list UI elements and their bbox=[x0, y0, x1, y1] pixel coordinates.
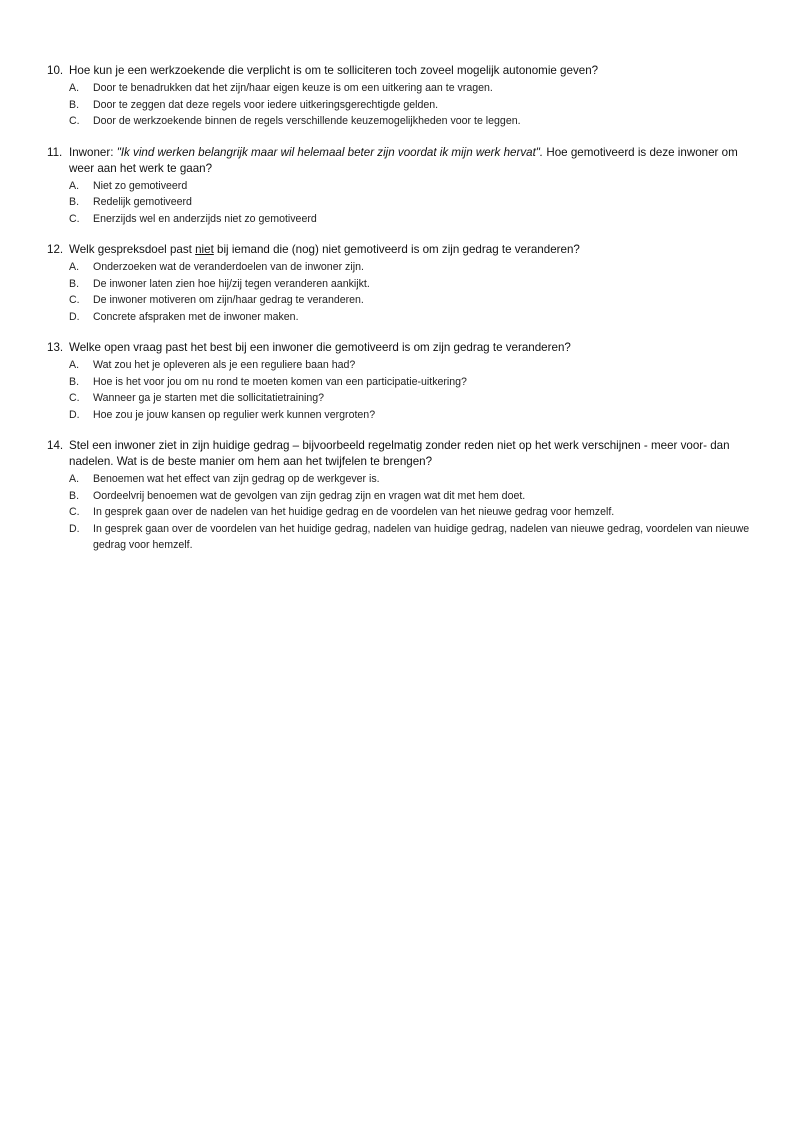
option-text: In gesprek gaan over de nadelen van het huidige gedrag en de voordelen van het nieuwe gedrag voor hemzelf. bbox=[93, 506, 615, 518]
option-text: Hoe zou je jouw kansen op regulier werk kunnen vergroten? bbox=[93, 408, 376, 421]
question-number: 10. bbox=[47, 64, 64, 77]
answer-options bbox=[69, 80, 759, 130]
option-letter: A. bbox=[69, 473, 80, 485]
answer-option-a bbox=[69, 471, 759, 488]
answer-options bbox=[69, 259, 759, 325]
question-text-part: Welke open vraag past het best bij een inwoner die gemotiveerd is om zijn gedrag te veranderen? bbox=[69, 341, 571, 354]
question-list bbox=[47, 63, 759, 569]
answer-option-d bbox=[69, 521, 759, 554]
question-stem bbox=[47, 63, 759, 79]
answer-options bbox=[69, 178, 759, 228]
option-letter: D. bbox=[69, 310, 80, 323]
option-text: De inwoner motiveren om zijn/haar gedrag te veranderen. bbox=[93, 294, 364, 306]
quote-text: "Ik vind werken belangrijk maar wil helemaal beter zijn voordat ik mijn werk hervat". bbox=[116, 145, 544, 159]
option-text: De inwoner laten zien hoe hij/zij tegen veranderen aankijkt. bbox=[93, 277, 370, 290]
option-letter: B. bbox=[69, 375, 80, 388]
option-letter: C. bbox=[69, 212, 80, 225]
option-letter: A. bbox=[69, 359, 80, 371]
question-12 bbox=[47, 242, 759, 325]
question-number: 14. bbox=[47, 439, 64, 452]
option-text: Wanneer ga je starten met die sollicitatietraining? bbox=[93, 392, 325, 404]
question-text-part: Hoe gemotiveerd is deze inwoner om weer aan het werk te gaan? bbox=[69, 145, 738, 175]
answer-option-b bbox=[69, 488, 759, 505]
answer-option-b bbox=[69, 276, 759, 293]
option-letter: A. bbox=[69, 261, 80, 273]
option-text: Enerzijds wel en anderzijds niet zo gemotiveerd bbox=[93, 212, 317, 225]
option-text: Oordeelvrij benoemen wat de gevolgen van zijn gedrag zijn en vragen wat dit met hem doet. bbox=[93, 489, 526, 502]
answer-option-d bbox=[69, 309, 759, 326]
option-text: Redelijk gemotiveerd bbox=[93, 196, 192, 208]
question-14 bbox=[47, 438, 759, 554]
question-stem bbox=[47, 438, 759, 470]
question-11 bbox=[47, 145, 759, 228]
question-text-part: Welk gespreksdoel past bbox=[69, 243, 196, 256]
question-10 bbox=[47, 63, 759, 130]
option-text: Door te zeggen dat deze regels voor iedere uitkeringsgerechtigde gelden. bbox=[93, 98, 439, 111]
question-number: 13. bbox=[47, 341, 64, 354]
answer-option-b bbox=[69, 97, 759, 114]
question-stem bbox=[47, 242, 759, 258]
question-text bbox=[69, 438, 759, 470]
answer-option-a bbox=[69, 357, 759, 374]
answer-option-b bbox=[69, 194, 759, 211]
option-text: Door te benadrukken dat het zijn/haar eigen keuze is om een uitkering aan te vragen. bbox=[93, 82, 493, 94]
option-text: Onderzoeken wat de veranderdoelen van de inwoner zijn. bbox=[93, 261, 364, 273]
option-letter: B. bbox=[69, 98, 80, 111]
option-letter: D. bbox=[69, 408, 80, 421]
answer-option-c bbox=[69, 211, 759, 228]
option-text: Benoemen wat het effect van zijn gedrag op de werkgever is. bbox=[93, 473, 380, 485]
answer-option-a bbox=[69, 178, 759, 195]
option-text: Door de werkzoekende binnen de regels verschillende keuzemogelijkheden voor te leggen. bbox=[93, 115, 521, 127]
question-stem bbox=[47, 340, 759, 356]
question-text bbox=[69, 340, 759, 356]
question-text bbox=[69, 63, 759, 79]
option-letter: B. bbox=[69, 196, 80, 208]
option-letter: C. bbox=[69, 294, 80, 306]
question-text bbox=[69, 145, 759, 177]
option-letter: A. bbox=[69, 82, 80, 94]
option-letter: B. bbox=[69, 277, 80, 290]
question-13 bbox=[47, 340, 759, 423]
option-letter: A. bbox=[69, 179, 80, 192]
option-text: Wat zou het je opleveren als je een reguliere baan had? bbox=[93, 359, 356, 371]
option-letter: D. bbox=[69, 522, 80, 535]
question-text-part: Stel een inwoner ziet in zijn huidige gedrag – bijvoorbeeld regelmatig zonder reden niet op het werk verschijnen - meer voor- dan nadelen. Wat is de beste manier om hem aan het twijfelen te brengen? bbox=[69, 439, 730, 468]
option-text: Concrete afspraken met de inwoner maken. bbox=[93, 310, 299, 323]
question-text-part: Inwoner: bbox=[69, 145, 117, 159]
answer-options bbox=[69, 357, 759, 423]
answer-option-c bbox=[69, 292, 759, 309]
answer-option-b bbox=[69, 374, 759, 391]
answer-option-c bbox=[69, 504, 759, 521]
question-stem bbox=[47, 145, 759, 177]
answer-option-a bbox=[69, 80, 759, 97]
question-text-part: Hoe kun je een werkzoekende die verplicht is om te solliciteren toch zoveel mogelijk autonomie geven? bbox=[69, 64, 599, 77]
option-text: In gesprek gaan over de voordelen van het huidige gedrag, nadelen van huidige gedrag, nadelen van nieuwe gedrag, voordelen van nieuwe gedrag voor hemzelf. bbox=[93, 522, 750, 551]
option-letter: C. bbox=[69, 115, 80, 127]
option-letter: C. bbox=[69, 506, 80, 518]
option-letter: C. bbox=[69, 392, 80, 404]
option-text: Hoe is het voor jou om nu rond te moeten komen van een participatie-uitkering? bbox=[93, 375, 467, 388]
question-number: 11. bbox=[47, 145, 63, 159]
option-text: Niet zo gemotiveerd bbox=[93, 179, 188, 192]
question-text bbox=[69, 242, 759, 258]
question-number: 12. bbox=[47, 243, 64, 256]
answer-options bbox=[69, 471, 759, 554]
answer-option-c bbox=[69, 113, 759, 130]
option-letter: B. bbox=[69, 489, 80, 502]
answer-option-a bbox=[69, 259, 759, 276]
answer-option-d bbox=[69, 407, 759, 424]
answer-option-c bbox=[69, 390, 759, 407]
question-text-part: bij iemand die (nog) niet gemotiveerd is om zijn gedrag te veranderen? bbox=[213, 243, 580, 256]
emphasis-text: niet bbox=[195, 243, 214, 256]
